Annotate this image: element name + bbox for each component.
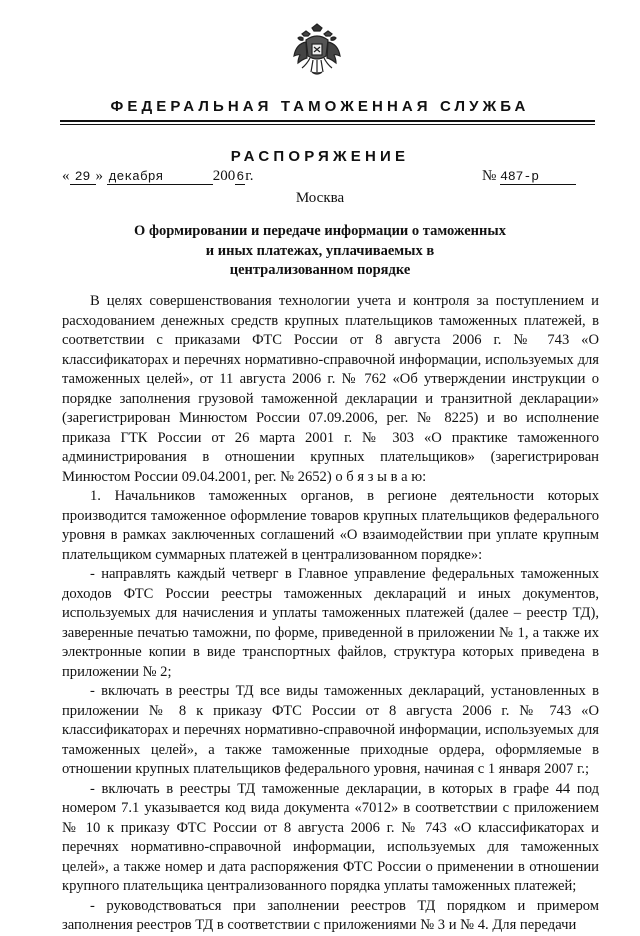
body-paragraph-bullet: - руководствоваться при заполнении реестров ТД порядком и примером заполнения реестров ТД в соответствии с приложениями № 3 и № 4. Для передачи (62, 897, 599, 933)
date-month: декабря (107, 169, 213, 185)
document-number (482, 168, 576, 185)
document-date (62, 168, 253, 185)
header-rule-thick (60, 120, 595, 122)
number-value: 487-р (500, 169, 576, 185)
document-body (62, 292, 599, 936)
body-paragraph-bullet: - включать в реестры ТД все виды таможенных деклараций, установленных в приложении № 8 к приказу ФТС России от 8 августа 2006 г. № 743 «О классификаторах и перечнях нормативно-справочной информации, используемых для таможенных целей», а также таможенные приходные ордера, оформляемые в отношении крупных плательщиков федерального уровня, начиная с 1 января 2007 г.; (62, 683, 599, 777)
date-day: 29 (70, 169, 96, 185)
date-year-suffix: 6 (236, 169, 245, 184)
date-open-quote: « (62, 168, 70, 184)
body-paragraph-item-1: 1. Начальников таможенных органов, в регионе деятельности которых производится таможенное оформление товаров крупных плательщиков федерального уровня в рамках заключенных соглашений «О взаимодействии при уплате крупным плательщиком суммарных платежей в централизованном порядке»: (62, 488, 599, 563)
date-close-quote: » (95, 168, 103, 184)
body-paragraph-bullet: - направлять каждый четверг в Главное управление федеральных таможенных доходов ФТС России реестры таможенных деклараций и иных документов, используемых для начисления и уплаты таможенных платежей (далее – реестр ТД), заверенные печатью таможни, по форме, приведенной в приложении № 1, а также их электронные копии в виде транспортных файлов, структура которых приведена в приложении № 2; (62, 566, 599, 680)
header-rule-thin (60, 124, 595, 125)
subject-line: и иных платежах, уплачиваемых в (205, 242, 435, 259)
issue-city: Москва (295, 190, 345, 206)
double-headed-eagle-icon (292, 22, 342, 78)
date-year-unit: г. (245, 168, 254, 184)
subject-line: централизованном порядке (229, 262, 411, 278)
agency-name: ФЕДЕРАЛЬНАЯ ТАМОЖЕННАЯ СЛУЖБА (110, 98, 530, 115)
body-paragraph-bullet: - включать в реестры ТД таможенные декларации, в которых в графе 44 под номером 7.1 указывается код вида документа «7012» в соответствии с приложением № 10 к приказу ФТС России от 8 августа 2006 г. № 743 «О классификаторах и перечнях нормативно-справочной информации, используемых для таможенных целей», а также номер и дата распоряжения ФТС России о применении в отношении крупного плательщика централизованного порядка уплаты таможенных платежей; (62, 780, 599, 894)
subject-line: О формировании и передаче информации о таможенных (134, 223, 506, 239)
document-subject (100, 222, 540, 281)
date-year-prefix: 200 (212, 168, 236, 184)
number-sign: № (482, 168, 497, 184)
document-type: РАСПОРЯЖЕНИЕ (230, 148, 410, 165)
body-paragraph-preamble: В целях совершенствования технологии учета и контроля за поступлением и расходованием денежных средств крупных плательщиков таможенных платежей, в соответствии с приказами ФТС России от 8 августа 2006 г. № 743 «О классификаторах и перечнях нормативно-справочной информации, используемых для таможенных целей», от 11 августа 2006 г. № 762 «Об утверждении инструкции о порядке заполнения грузовой таможенной декларации и транзитной декларации» (зарегистрирован Минюстом России 07.09.2006, рег. № 8225) и во исполнение приказа ГТК России от 26 марта 2001 г. № 303 «О практике таможенного администрирования в отношении крупных плательщиков» (зарегистрирован Минюстом России 09.04.2001, рег. № 2652) о б я з ы в а ю: (62, 293, 599, 485)
